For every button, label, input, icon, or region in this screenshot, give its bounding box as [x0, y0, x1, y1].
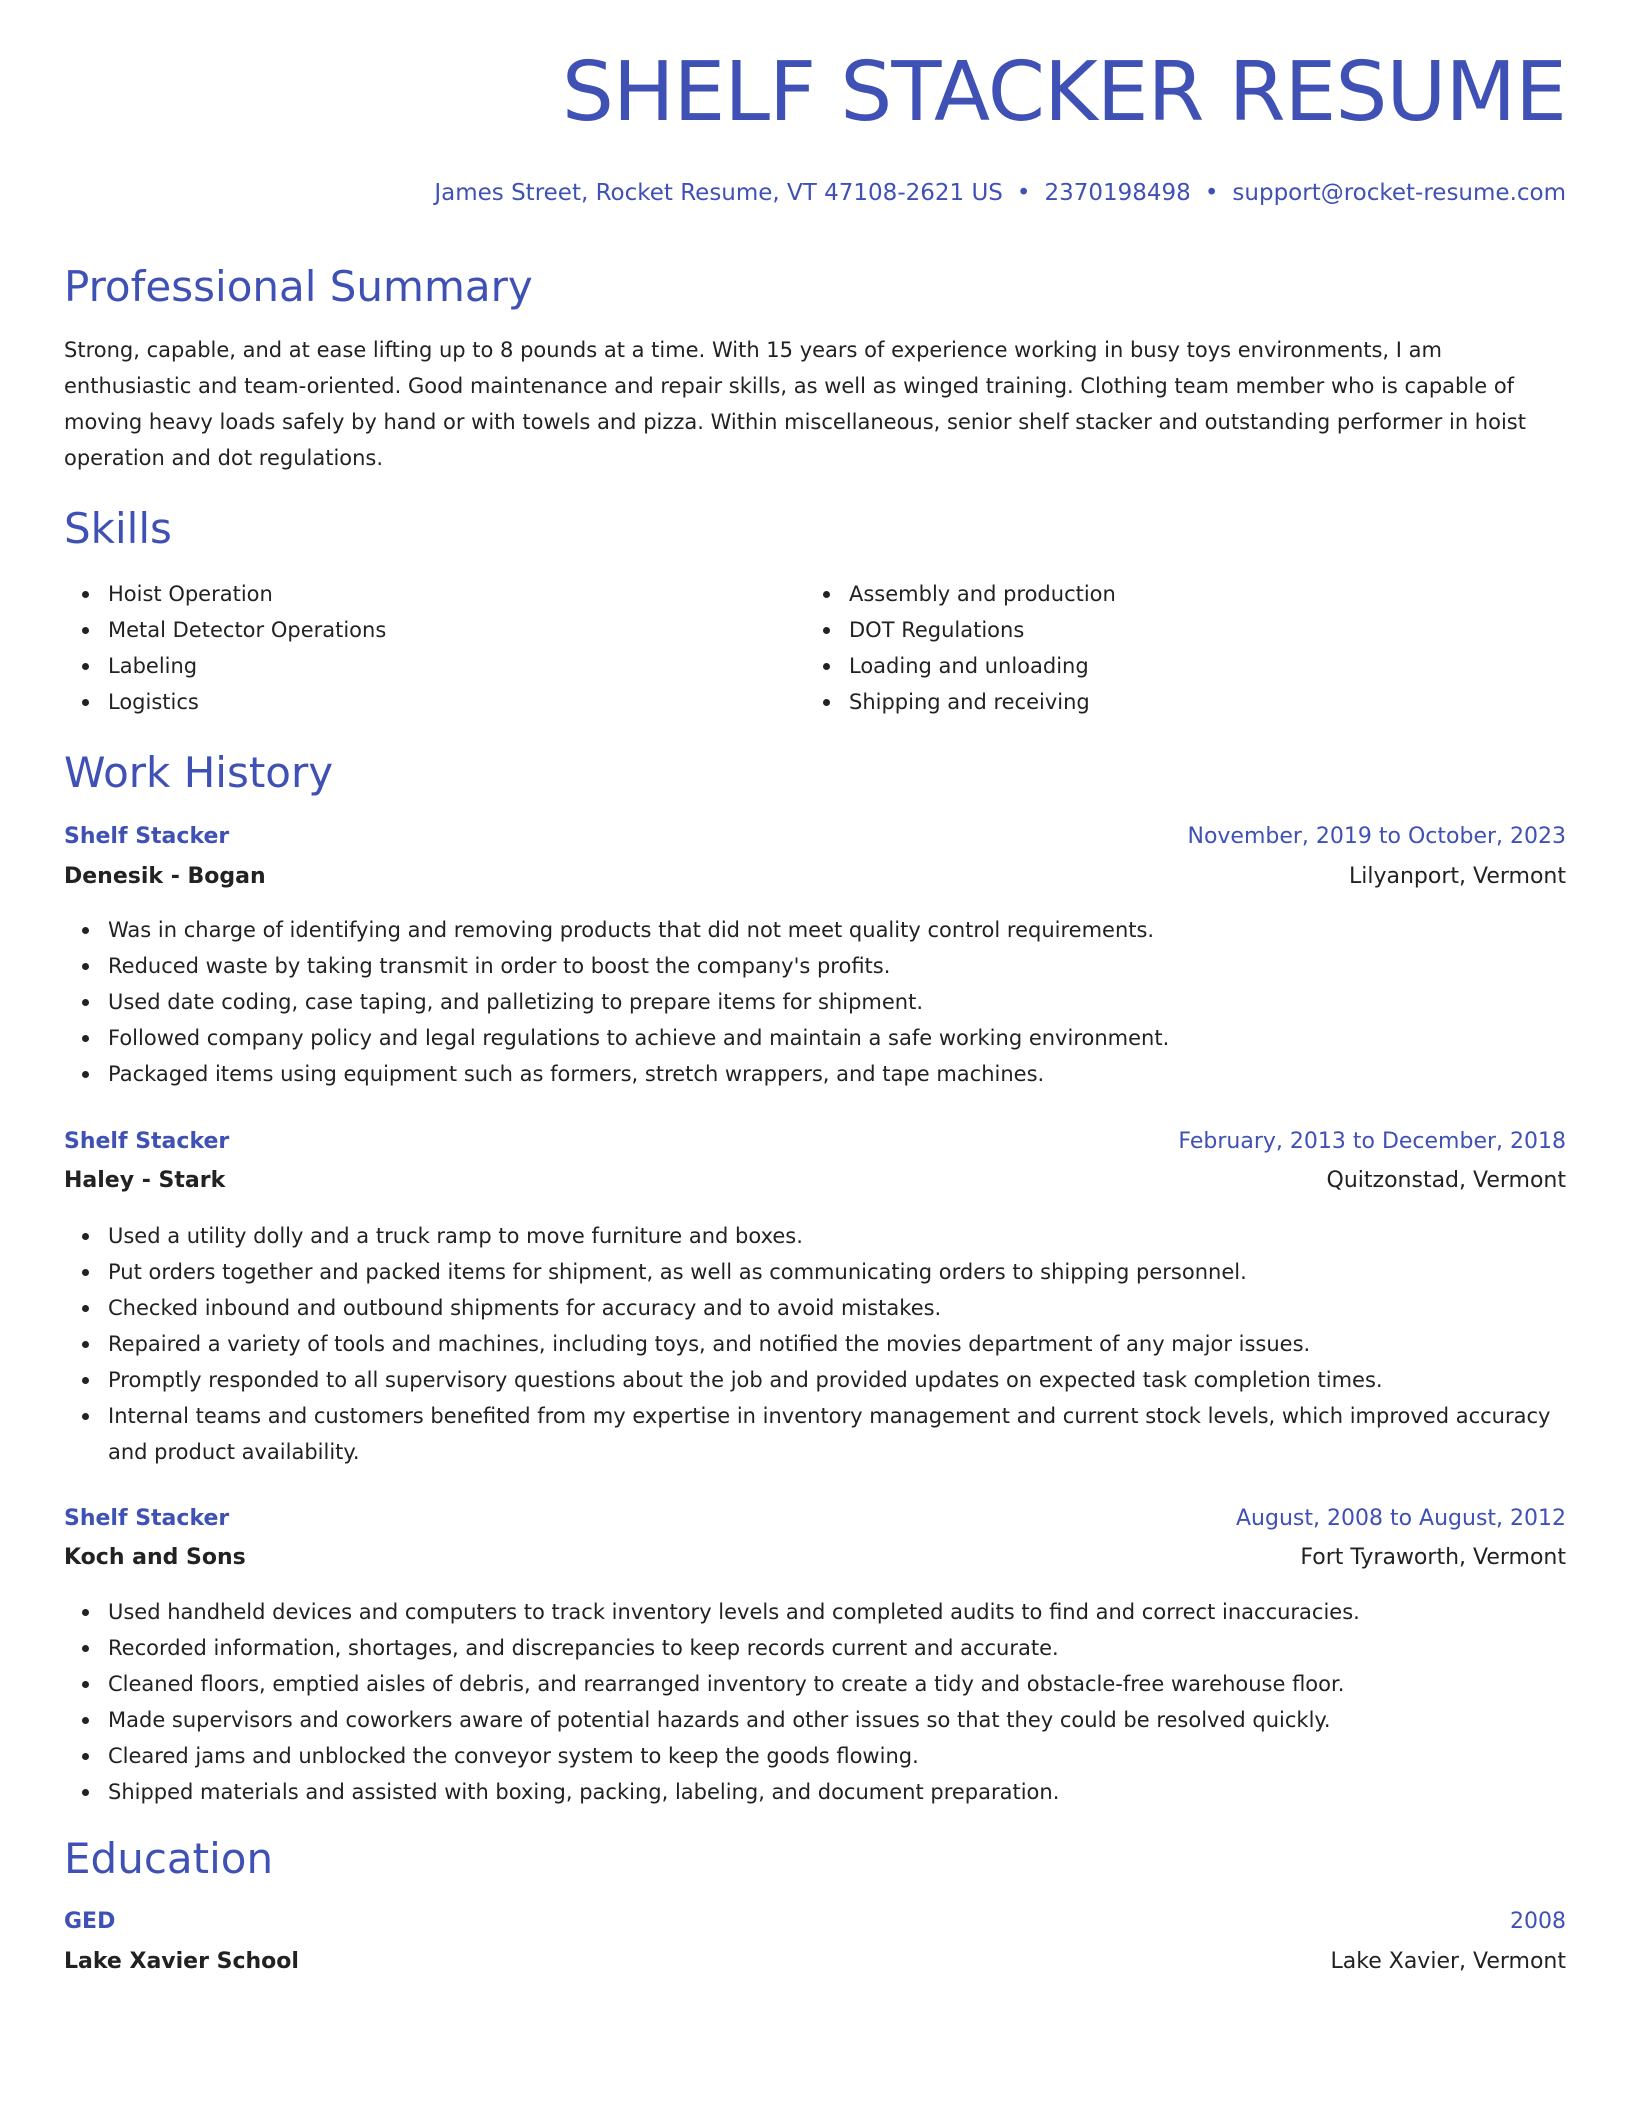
job-location: Lilyanport, Vermont [1348, 864, 1566, 889]
skill-item: Loading and unloading [849, 648, 1116, 684]
section-title-skills: Skills [64, 504, 172, 553]
list-item: Used a utility dolly and a truck ramp to move furniture and boxes. [108, 1218, 1566, 1254]
job-employer-row [64, 864, 1566, 898]
job-header [64, 1129, 1566, 1163]
education-year: 2008 [1510, 1909, 1566, 1934]
job-dates: February, 2013 to December, 2018 [1178, 1129, 1566, 1154]
section-title-education: Education [64, 1834, 274, 1883]
skill-item: Assembly and production [849, 576, 1116, 612]
list-item: Followed company policy and legal regulations to achieve and maintain a safe working environment. [108, 1020, 1566, 1056]
list-item: Internal teams and customers benefited from my expertise in inventory management and current stock levels, which improved accuracy and product availability. [108, 1398, 1566, 1470]
job-title: Shelf Stacker [64, 1129, 230, 1154]
list-item: Made supervisors and coworkers aware of potential hazards and other issues so that they could be resolved quickly. [108, 1702, 1566, 1738]
list-item: Used handheld devices and computers to track inventory levels and completed audits to find and correct inaccuracies. [108, 1594, 1566, 1630]
section-title-work-history: Work History [64, 748, 334, 797]
job-employer-row [64, 1545, 1566, 1579]
list-item: Recorded information, shortages, and discrepancies to keep records current and accurate. [108, 1630, 1566, 1666]
skill-item: Shipping and receiving [849, 684, 1116, 720]
contact-line [434, 180, 1566, 206]
school: Lake Xavier School [64, 1949, 299, 1974]
job-bullets [64, 1594, 1566, 1810]
job-location: Quitzonstad, Vermont [1326, 1168, 1566, 1193]
education-header [64, 1909, 1566, 1943]
list-item: Repaired a variety of tools and machines, including toys, and notified the movies department of any major issues. [108, 1326, 1566, 1362]
job-title: Shelf Stacker [64, 824, 230, 849]
list-item: Was in charge of identifying and removing products that did not meet quality control requirements. [108, 912, 1566, 948]
job-bullets [64, 1218, 1566, 1470]
skill-item: Labeling [108, 648, 386, 684]
address: James Street, Rocket Resume, VT 47108-2621 US [434, 180, 1003, 206]
list-item: Checked inbound and outbound shipments for accuracy and to avoid mistakes. [108, 1290, 1566, 1326]
phone: 2370198498 [1044, 180, 1191, 206]
degree: GED [64, 1909, 116, 1934]
job-header [64, 824, 1566, 858]
school-location: Lake Xavier, Vermont [1330, 1949, 1566, 1974]
skill-item: DOT Regulations [849, 612, 1116, 648]
list-item: Promptly responded to all supervisory questions about the job and provided updates on expected task completion times. [108, 1362, 1566, 1398]
job-dates: November, 2019 to October, 2023 [1187, 824, 1566, 849]
skills-column-right [805, 576, 1116, 720]
job-header [64, 1506, 1566, 1540]
job-employer-row [64, 1168, 1566, 1202]
employer: Haley - Stark [64, 1168, 226, 1193]
list-item: Cleaned floors, emptied aisles of debris, and rearranged inventory to create a tidy and obstacle-free warehouse floor. [108, 1666, 1566, 1702]
job-title: Shelf Stacker [64, 1506, 230, 1531]
list-item: Cleared jams and unblocked the conveyor system to keep the goods flowing. [108, 1738, 1566, 1774]
skill-item: Logistics [108, 684, 386, 720]
list-item: Shipped materials and assisted with boxing, packing, labeling, and document preparation. [108, 1774, 1566, 1810]
skill-item: Hoist Operation [108, 576, 386, 612]
summary-text: Strong, capable, and at ease lifting up to 8 pounds at a time. With 15 years of experience working in busy toys environments, I am enthusiastic and team-oriented. Good maintenance and repair skills, as well as winged training. Clothing team member who is capable of moving heavy loads safely by hand or with towels and pizza. Within miscellaneous, senior shelf stacker and outstanding performer in hoist operation and dot regulations. [64, 338, 1526, 470]
skill-item: Metal Detector Operations [108, 612, 386, 648]
employer: Denesik - Bogan [64, 864, 266, 889]
separator: • [1204, 180, 1219, 206]
skills-column-left [64, 576, 386, 720]
job-dates: August, 2008 to August, 2012 [1236, 1506, 1566, 1531]
list-item: Used date coding, case taping, and palletizing to prepare items for shipment. [108, 984, 1566, 1020]
job-bullets [64, 912, 1566, 1092]
list-item: Reduced waste by taking transmit in order to boost the company's profits. [108, 948, 1566, 984]
education-school-row [64, 1949, 1566, 1983]
employer: Koch and Sons [64, 1545, 246, 1570]
list-item: Packaged items using equipment such as formers, stretch wrappers, and tape machines. [108, 1056, 1566, 1092]
resume-title: SHELF STACKER RESUME [561, 45, 1566, 140]
list-item: Put orders together and packed items for shipment, as well as communicating orders to shipping personnel. [108, 1254, 1566, 1290]
job-location: Fort Tyraworth, Vermont [1300, 1545, 1566, 1570]
section-title-summary: Professional Summary [64, 262, 533, 311]
email: support@rocket-resume.com [1232, 180, 1566, 206]
separator: • [1016, 180, 1031, 206]
